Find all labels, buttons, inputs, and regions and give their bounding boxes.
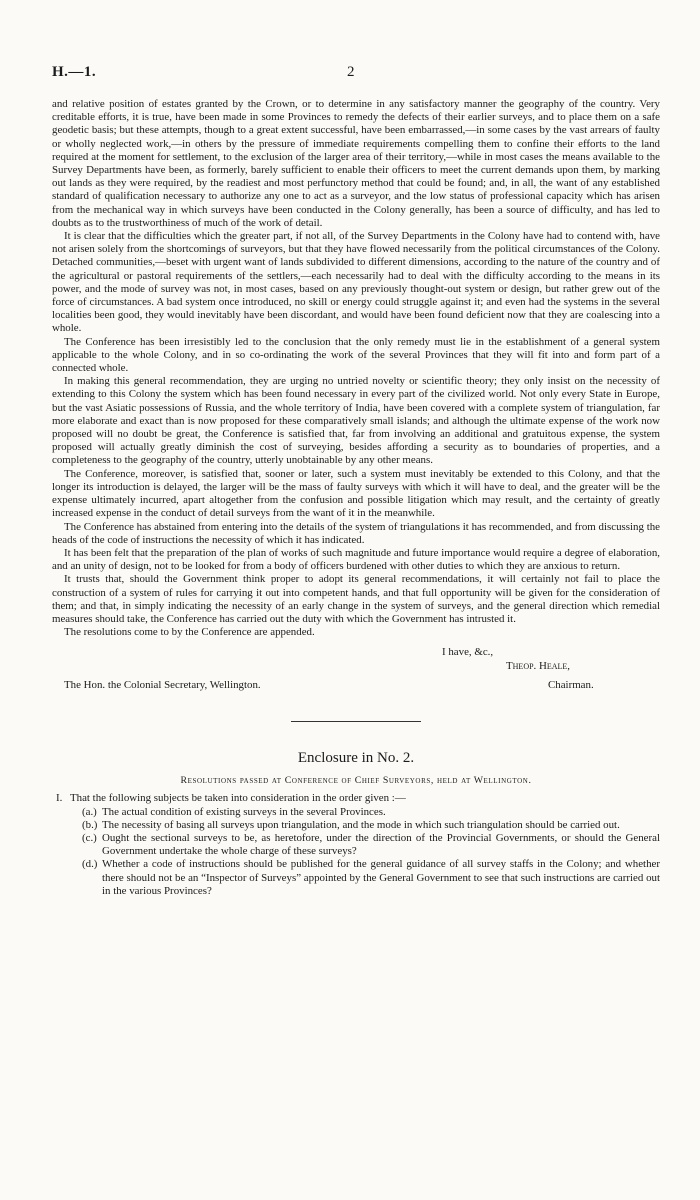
addressee: The Hon. the Colonial Secretary, Wellington.	[64, 679, 261, 692]
list-item	[82, 832, 660, 858]
paragraph: It is clear that the difficulties which the greater part, if not all, of the Survey Departments in the Colony have had to contend with, have not arisen solely from the shortcomings of surveyors, but that they have flowed necessarily from the political circumstances of the Colony. Detached communities,—beset with urgent want of lands subdivided to different dimensions, according to the nature of the country and of the agricultural or pastoral requirements of the settlers,—each necessarily had to deal with the difficulty according to the means in its power, and the mode of survey was not, in most cases, based on any previously thought-out system or design, but rather grew out of the force of circumstances. A bad system once introduced, no skill or energy could struggle against it; and even had the systems in the several localities been good, they would inevitably have been discordant, and would have been found deficient now that they are coalescing into a whole.	[52, 230, 660, 335]
list-item	[82, 858, 660, 898]
item-label: (d.)	[82, 858, 98, 871]
list-item	[82, 806, 660, 819]
resolution-heading	[52, 792, 660, 805]
section-divider	[291, 721, 421, 722]
paragraph: The Conference, moreover, is satisfied that, sooner or later, such a system must inevitably be extended to this Colony, and that the longer its introduction is delayed, the larger will be the mass of faulty surveys with which it will have to deal, and the greater will be the expense ultimately incurred, apart altogether from the confusion and possible litigation which may result, and the certainty of greatly increased expense in the conduct of detail surveys from the want of it in the meanwhile.	[52, 467, 660, 520]
page-header	[52, 0, 660, 98]
paragraph: The Conference has abstained from entering into the details of the system of triangulations it has recommended, and from discussing the heads of the code of instructions the necessity of which it has indicated.	[52, 520, 660, 546]
signatory: Theop. Heale,	[506, 660, 571, 673]
item-text: The necessity of basing all surveys upon triangulation, and the mode in which such triangulation should be carried out.	[102, 818, 620, 831]
valediction: I have, &c.,	[442, 646, 494, 659]
resolution-number: I.	[56, 792, 63, 805]
item-label: (a.)	[82, 805, 97, 818]
list-item	[82, 819, 660, 832]
item-text: Ought the sectional surveys to be, as heretofore, under the direction of the Provincial Governments, or should the General Government undertake the whole charge of these surveys?	[102, 831, 660, 858]
page-number: 2	[347, 64, 355, 80]
item-text: The actual condition of existing surveys in the several Provinces.	[102, 805, 386, 818]
signatory-title: Chairman.	[548, 679, 594, 692]
resolution-items	[82, 806, 660, 898]
item-text: Whether a code of instructions should be published for the general guidance of all survey staffs in the Colony; and whether there should not be an “Inspector of Surveys” appointed by the General Government to see that such instructions are carried out in the various Provinces?	[102, 858, 660, 897]
paragraph: It trusts that, should the Government think proper to adopt its general recommendations, it will certainly not fail to place the construction of a system of rules for carrying it out into competent hands, and that full opportunity will be given for the consideration of them; and that, in simply indicating the necessity of an early change in the system of surveys, and the general direction which remedial measures should take, the Conference has carried out the duty with which the Government has intrusted it.	[52, 573, 660, 625]
letter-closing	[52, 646, 660, 694]
enclosure-subtitle-text: Resolutions passed at Conference of Chief Surveyors, held at Wellington.	[180, 775, 532, 787]
paragraph: The resolutions come to by the Conference are appended.	[64, 626, 315, 639]
paragraph: The Conference has been irresistibly led to the conclusion that the only remedy must lie in the establishment of a general system applicable to the whole Colony, and in so co-ordinating the work of the several Provinces that they will fit into and form part of a connected whole.	[52, 335, 660, 375]
item-label: (c.)	[82, 831, 97, 844]
resolutions	[52, 792, 660, 898]
document-reference: H.—1.	[52, 64, 97, 80]
enclosure-title: Enclosure in No. 2.	[297, 750, 415, 767]
item-label: (b.)	[82, 818, 98, 831]
enclosure-subtitle	[52, 775, 660, 786]
paragraph: In making this general recommendation, they are urging no untried novelty or scientific theory; they only insist on the necessity of extending to this Colony the system which has been found necessary in every part of the civilized world. Not only every State in Europe, but the vast Asiatic possessions of Russia, and the whole territory of India, have been covered with a complete system of triangulation, far more elaborate and exact than is now proposed for these comparatively small islands; and although the ultimate expense of the work now proposed will no doubt be great, the Conference is satisfied that, far from involving an additional and gratuitous expense, the system proposed will actually greatly diminish the cost of surveying, besides affording a security as to boundaries of properties, and a completeness to the geography of the country, utterly unobtainable by any other means.	[52, 375, 660, 467]
paragraph: It has been felt that the preparation of the plan of works of such magnitude and future importance would require a degree of elaboration, and an unity of design, not to be looked for from a body of officers burdened with other duties to which they are anxious to return.	[52, 546, 660, 573]
letter-body	[52, 98, 660, 639]
paragraph: and relative position of estates granted by the Crown, or to determine in any satisfactory manner the geography of the country. Very creditable efforts, it is true, have been made in some Provinces to remedy the defects of their earlier surveys, and to place them on a safe geodetic basis; but these attempts, though to a great extent successful, have been embarrassed,—in some cases by the vast arrears of faulty or wholly neglected work,—in others by the pressure of immediate requirements compelling them to confine their efforts to the land required at the moment for settlement, to the exclusion of the larger area of their territory,—while in most cases the means available to the Survey Departments have been, as formerly, barely sufficient to enable their officers to meet the current demands upon them, by marking out lands as they were required, by the readiest and most perfunctory method that could be found; and, in all, the want of any established standard of qualification necessary to authorize any one to act as a surveyor, and the low status of professional capacity which has arisen from the mechanical way in which surveys have been conducted in the Colony generally, has been a source of difficulty, and has led to doubts as to the trustworthiness of much of the work of detail.	[52, 98, 660, 229]
resolution-intro: That the following subjects be taken into consideration in the order given :—	[70, 792, 406, 805]
